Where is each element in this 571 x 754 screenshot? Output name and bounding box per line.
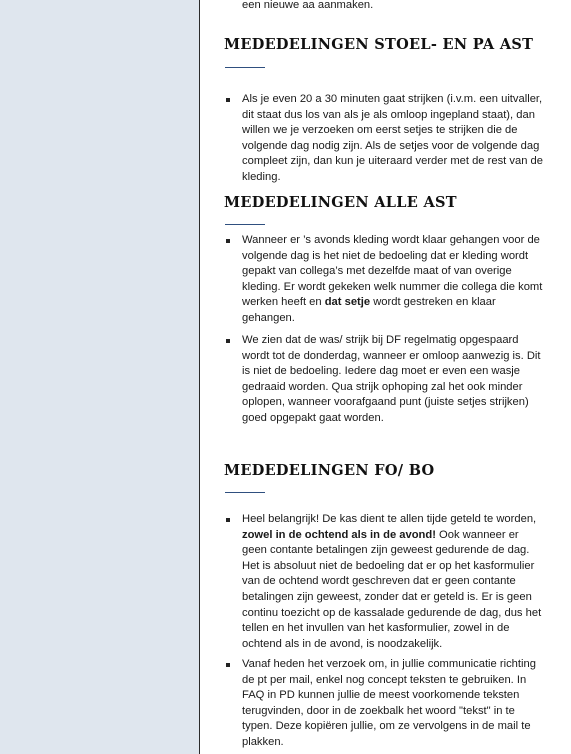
- bullet-icon: [226, 339, 230, 343]
- item-text: Vanaf heden het verzoek om, in jullie communicatie richting de pt per mail, enkel nog concept teksten te gebruiken. In FAQ in PD kunnen jullie de meest voorkomende teksten terugvinden, door in de zoekbalk het woord "tekst" in te typen. Deze kopiëren jullie, om ze vervolgens in de mail te plakken.: [242, 658, 536, 748]
- section-underline: [225, 67, 265, 68]
- item-text: Als je even 20 a 30 minuten gaat strijken (i.v.m. een uitvaller, dit staat dus los van als je als omloop ingepland staat), dan willen we je verzoeken om eerst setjes te strijken die de volgende dag nodig zijn. Als de setjes voor de volgende dag compleet zijn, dan kun je uiteraard verder met de rest van de kleding.: [242, 93, 543, 183]
- item-text: Wanneer er ’s avonds kleding wordt klaar gehangen voor de volgende dag is het niet de bedoeling dat er kleding wordt gepakt van collega’s met dezelfde maat of van overige kleding. Er wordt gekeken welk nummer die collega die komt werken heeft en dat setje wordt gestreken en klaar gehangen.: [242, 234, 543, 324]
- list-item: [224, 512, 546, 652]
- bullet-icon: [226, 663, 230, 667]
- intro-line: een nieuwe aa aanmaken.: [242, 0, 374, 11]
- list-item: [224, 92, 546, 186]
- section-title-alle-ast: MEDEDELINGEN ALLE AST: [224, 194, 457, 211]
- list-item: [224, 657, 546, 751]
- item-text: Heel belangrijk! De kas dient te allen tijde geteld te worden, zowel in de ochtend als in de avond! Ook wanneer er geen contante betalingen zijn geweest gedurende de dag. Het is absoluut niet de bedoeling dat er op het kasformulier van de ochtend wordt geschreven dat er geen contante betalingen zijn geweest, zonder dat er geteld is. Er is geen continu toezicht op de kassalade gedurende de dag, dus het tellen en het invullen van het kasformulier, zowel in de ochtend als in de avond, is noodzakelijk.: [242, 513, 542, 650]
- bullet-icon: [226, 98, 230, 102]
- left-margin-panel: [0, 0, 200, 754]
- bullet-icon: [226, 239, 230, 243]
- section-title-stoel-pa-ast: MEDEDELINGEN STOEL- EN PA AST: [224, 36, 534, 53]
- list-item: [224, 233, 546, 327]
- section-underline: [225, 224, 265, 225]
- section-underline: [225, 492, 265, 493]
- document-page: [200, 0, 571, 754]
- bullet-icon: [226, 518, 230, 522]
- item-text: We zien dat de was/ strijk bij DF regelmatig opgespaard wordt tot de donderdag, wanneer er omloop aanwezig is. Dit is niet de bedoeling. Iedere dag moet er even een wasje gedraaid worden. Qua strijk ophoping zal het ook minder oplopen, wanneer voorafgaand punt (juiste setjes strijken) goed opgepakt gaat worden.: [242, 334, 541, 424]
- list-item: [224, 333, 546, 427]
- section-title-fo-bo: MEDEDELINGEN FO/ BO: [224, 462, 435, 479]
